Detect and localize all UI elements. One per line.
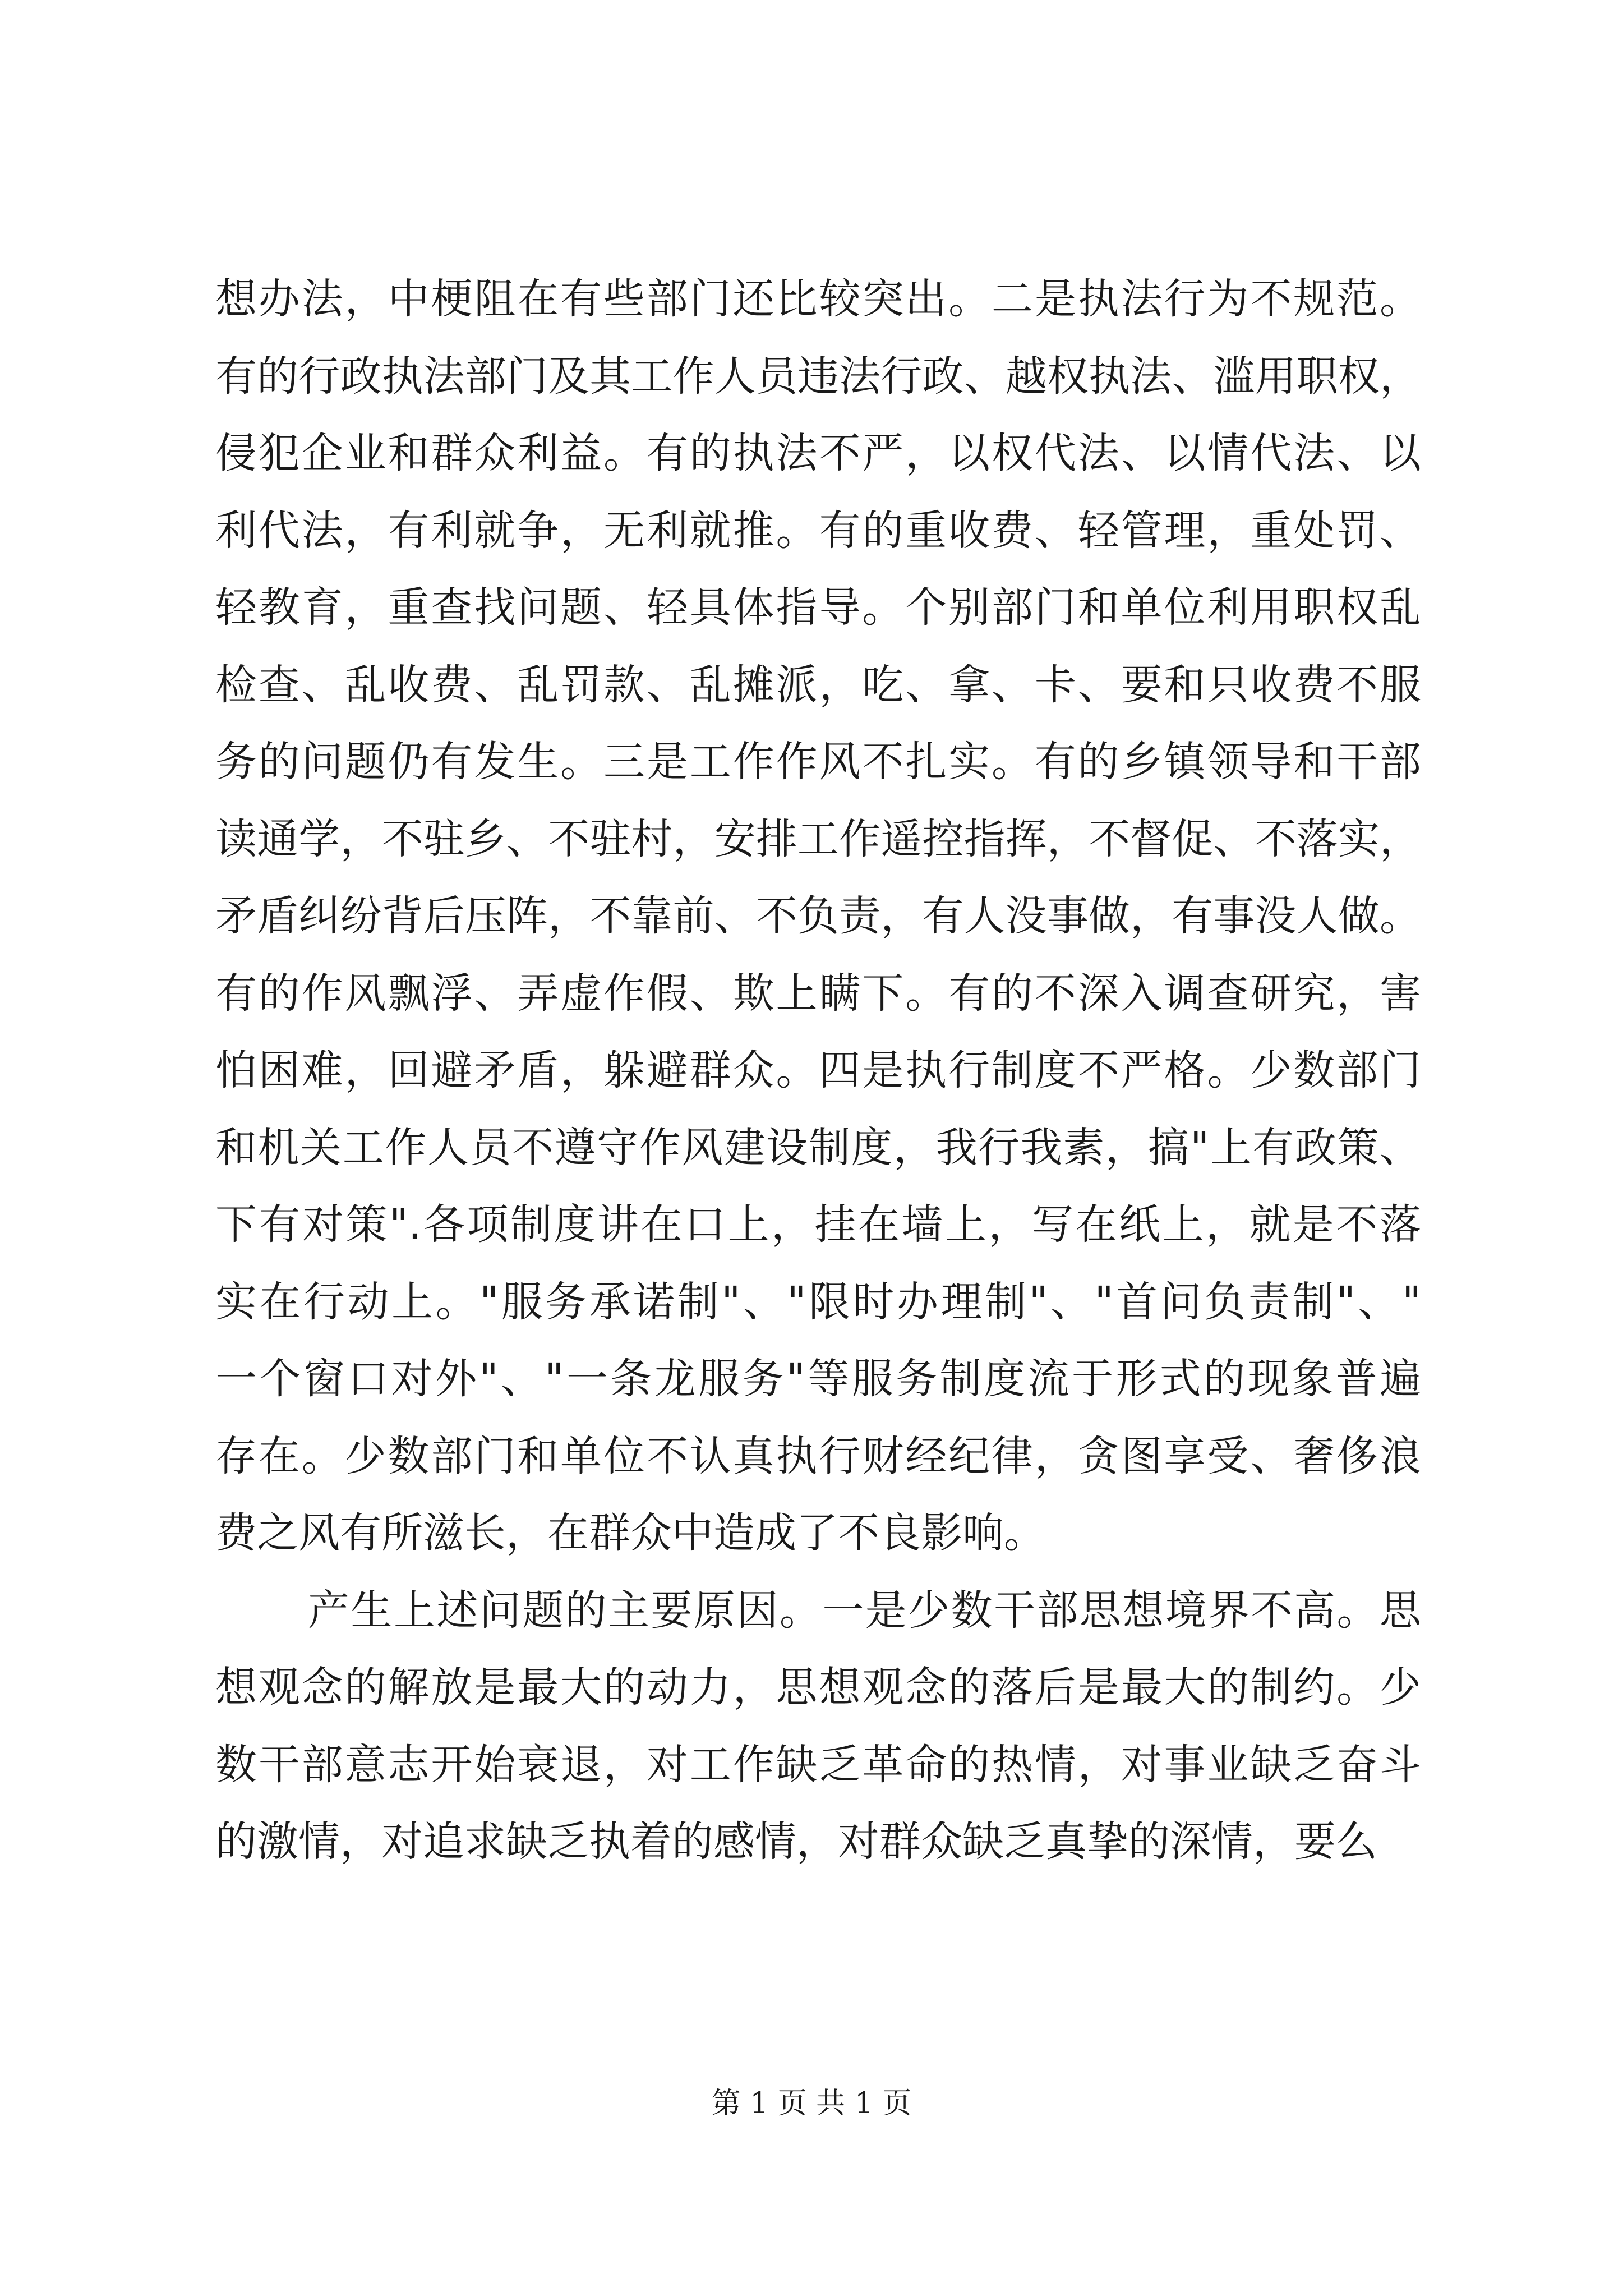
text-line: 存在。少数部门和单位不认真执行财经纪律，贪图享受、奢侈浪 <box>215 1432 1421 1480</box>
text-line: 下有对策".各项制度讲在口上，挂在墙上，写在纸上，就是不落 <box>215 1200 1421 1249</box>
text-line: 有的作风飘浮、弄虚作假、欺上瞒下。有的不深入调查研究，害 <box>215 969 1421 1018</box>
text-line: 的激情，对追求缺乏执着的感情，对群众缺乏真挚的深情，要么 <box>215 1818 1377 1866</box>
text-line: 想办法，中梗阻在有些部门还比较突出。二是执法行为不规范。 <box>215 275 1421 323</box>
text-line: 利代法，有利就争，无利就推。有的重收费、轻管理，重处罚、 <box>215 506 1421 555</box>
text-line: 轻教育，重查找问题、轻具体指导。个别部门和单位利用职权乱 <box>215 583 1421 632</box>
text-line: 实在行动上。"服务承诺制"、"限时办理制"、"首问负责制"、" <box>215 1277 1421 1326</box>
document-body <box>215 261 1421 1881</box>
text-line: 有的行政执法部门及其工作人员违法行政、越权执法、滥用职权， <box>215 352 1421 401</box>
text-line: 费之风有所滋长，在群众中造成了不良影响。 <box>215 1509 1045 1557</box>
text-line: 检查、乱收费、乱罚款、乱摊派，吃、拿、卡、要和只收费不服 <box>215 660 1421 709</box>
paragraph <box>215 1572 1421 1881</box>
text-line: 数干部意志开始衰退，对工作缺乏革命的热情，对事业缺乏奋斗 <box>215 1740 1421 1789</box>
text-line: 和机关工作人员不遵守作风建设制度，我行我素，搞"上有政策、 <box>215 1123 1421 1172</box>
page-footer: 第 1 页 共 1 页 <box>711 2087 912 2120</box>
text-line: 读通学，不驻乡、不驻村，安排工作遥控指挥，不督促、不落实， <box>215 815 1421 863</box>
text-line: 矛盾纠纷背后压阵，不靠前、不负责，有人没事做，有事没人做。 <box>215 892 1421 940</box>
paragraph <box>215 261 1421 1572</box>
text-line: 怕困难，回避矛盾，躲避群众。四是执行制度不严格。少数部门 <box>215 1046 1421 1094</box>
text-line: 务的问题仍有发生。三是工作作风不扎实。有的乡镇领导和干部 <box>215 738 1421 786</box>
text-line: 一个窗口对外"、"一条龙服务"等服务制度流于形式的现象普遍 <box>215 1355 1421 1403</box>
text-line: 侵犯企业和群众利益。有的执法不严，以权代法、以情代法、以 <box>215 429 1421 477</box>
text-line: 想观念的解放是最大的动力，思想观念的落后是最大的制约。少 <box>215 1663 1421 1711</box>
text-line: 产生上述问题的主要原因。一是少数干部思想境界不高。思 <box>308 1586 1421 1635</box>
